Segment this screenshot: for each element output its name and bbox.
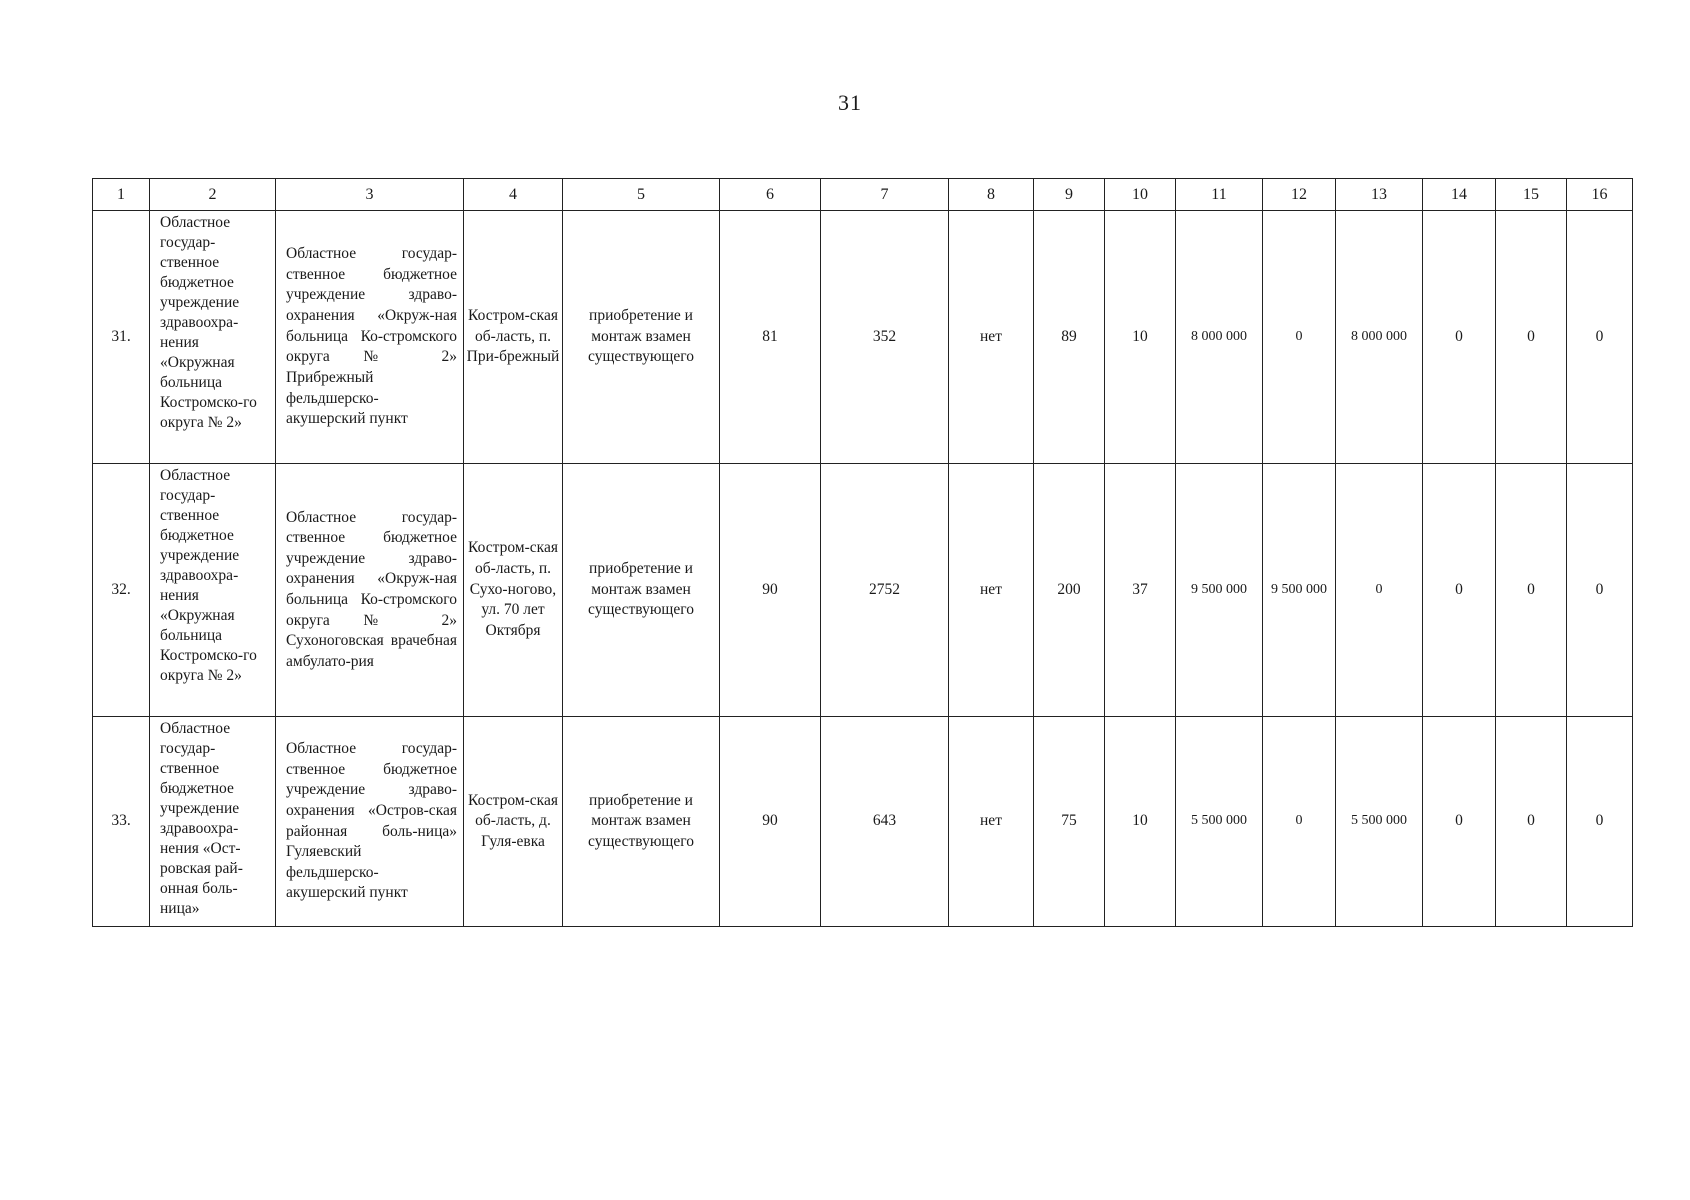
facility-name-cell: Областное государ-ственное бюджетное учреждение здраво-охранения «Окруж-ная больница Ко-стромского округа № 2» Прибрежный фельдшерско-акушерский пункт [276,211,464,464]
value-cell: 37 [1105,464,1176,717]
column-header-1: 1 [93,179,150,211]
facility-name-cell: Областное государ-ственное бюджетное учреждение здраво-охранения «Окруж-ная больница Ко-стромского округа № 2» Сухоноговская врачебная амбулато-рия [276,464,464,717]
column-header-6: 6 [720,179,821,211]
amount-cell: 5 500 000 [1336,717,1423,927]
address-cell: Костром-ская об-ласть, п. Сухо-ногово, ул. 70 лет Октября [464,464,563,717]
value-cell: 0 [1567,717,1633,927]
value-cell: 89 [1034,211,1105,464]
row-number: 32. [93,464,150,717]
amount-cell: 0 [1336,464,1423,717]
amount-cell: 8 000 000 [1176,211,1263,464]
value-cell: 200 [1034,464,1105,717]
value-cell: 2752 [821,464,949,717]
amount-cell: 9 500 000 [1176,464,1263,717]
column-header-10: 10 [1105,179,1176,211]
column-number-row [93,179,1633,211]
organization-cell: Областное государ-ственное бюджетное учреждение здравоохра-нения «Окружная больница Костромско-го округа № 2» [150,211,276,464]
value-cell: 0 [1496,464,1567,717]
amount-cell: 0 [1263,211,1336,464]
column-header-7: 7 [821,179,949,211]
value-cell: 0 [1567,464,1633,717]
value-cell: 10 [1105,211,1176,464]
amount-cell: 5 500 000 [1176,717,1263,927]
column-header-5: 5 [563,179,720,211]
facility-name-cell: Областное государ-ственное бюджетное учреждение здраво-охранения «Остров-ская районная боль-ница» Гуляевский фельдшерско-акушерский пункт [276,717,464,927]
action-cell: приобретение и монтаж взамен существующего [563,717,720,927]
column-header-14: 14 [1423,179,1496,211]
organization-cell: Областное государ-ственное бюджетное учреждение здравоохра-нения «Ост-ровская рай-онная боль-ница» [150,717,276,927]
column-header-9: 9 [1034,179,1105,211]
value-cell: 75 [1034,717,1105,927]
value-cell: нет [949,717,1034,927]
value-cell: 0 [1496,717,1567,927]
table-row [93,464,1633,717]
column-header-16: 16 [1567,179,1633,211]
value-cell: 0 [1496,211,1567,464]
column-header-4: 4 [464,179,563,211]
value-cell: 0 [1423,464,1496,717]
page-number: 31 [838,90,862,115]
table-row [93,211,1633,464]
value-cell: нет [949,211,1034,464]
amount-cell: 8 000 000 [1336,211,1423,464]
action-cell: приобретение и монтаж взамен существующего [563,464,720,717]
column-header-13: 13 [1336,179,1423,211]
value-cell: 352 [821,211,949,464]
value-cell: 643 [821,717,949,927]
amount-cell: 0 [1263,717,1336,927]
address-cell: Костром-ская об-ласть, д. Гуля-евка [464,717,563,927]
organization-cell: Областное государ-ственное бюджетное учреждение здравоохра-нения «Окружная больница Костромско-го округа № 2» [150,464,276,717]
column-header-3: 3 [276,179,464,211]
value-cell: 90 [720,464,821,717]
value-cell: 0 [1567,211,1633,464]
column-header-12: 12 [1263,179,1336,211]
value-cell: 10 [1105,717,1176,927]
value-cell: 90 [720,717,821,927]
address-cell: Костром-ская об-ласть, п. При-брежный [464,211,563,464]
column-header-15: 15 [1496,179,1567,211]
amount-cell: 9 500 000 [1263,464,1336,717]
data-table [92,178,1633,927]
row-number: 33. [93,717,150,927]
action-cell: приобретение и монтаж взамен существующего [563,211,720,464]
value-cell: нет [949,464,1034,717]
value-cell: 81 [720,211,821,464]
column-header-11: 11 [1176,179,1263,211]
row-number: 31. [93,211,150,464]
column-header-8: 8 [949,179,1034,211]
value-cell: 0 [1423,211,1496,464]
column-header-2: 2 [150,179,276,211]
value-cell: 0 [1423,717,1496,927]
table-row [93,717,1633,927]
